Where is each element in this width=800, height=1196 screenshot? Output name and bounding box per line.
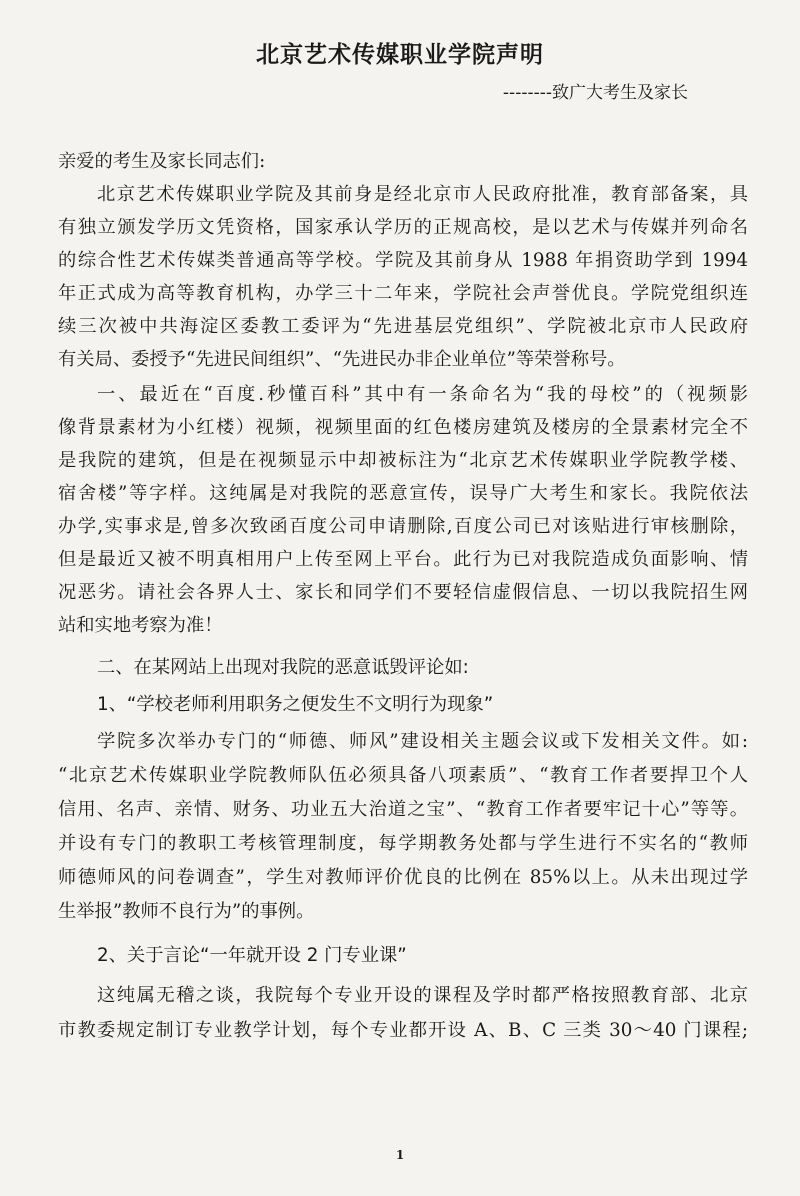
- body-line: 学院多次举办专门的“师德、师风”建设相关主题会议或下发相关文件。如:: [97, 731, 748, 752]
- subsection-heading: 2、关于言论“一年就开设 2 门专业课”: [97, 945, 407, 966]
- body-line: 续三次被中共海淀区委教工委评为“先进基层党组织”、学院被北京市人民政府: [58, 316, 748, 337]
- body-line: 并设有专门的教职工考核管理制度，每学期教务处都与学生进行不实名的“教师: [58, 833, 748, 854]
- body-line: 信用、名声、亲情、财务、功业五大治道之宝”、“教育工作者要牢记十心”等等。: [58, 799, 748, 820]
- body-line: 但是最近又被不明真相用户上传至网上平台。此行为已对我院造成负面影响、情: [58, 549, 748, 570]
- body-line: 况恶劣。请社会各界人士、家长和同学们不要轻信虚假信息、一切以我院招生网: [58, 582, 748, 603]
- document-subtitle: --------致广大考生及家长: [502, 83, 688, 103]
- body-line: 北京艺术传媒职业学院及其前身是经北京市人民政府批准，教育部备案，具: [97, 184, 748, 205]
- body-line: 一、最近在“百度.秒懂百科”其中有一条命名为“我的母校”的（视频影: [97, 384, 748, 405]
- body-line: 生举报”教师不良行为”的事例。: [58, 901, 315, 922]
- body-line: 的综合性艺术传媒类普通高等学校。学院及其前身从 1988 年捐资助学到 1994: [58, 250, 748, 271]
- body-line: 是我院的建筑，但是在视频显示中却被标注为“北京艺术传媒职业学院教学楼、: [58, 450, 748, 471]
- body-line: 站和实地考察为准！: [58, 615, 223, 636]
- body-line: 宿舍楼”等字样。这纯属是对我院的恶意宣传，误导广大考生和家长。我院依法: [58, 483, 748, 504]
- subsection-heading: 1、“学校老师利用职务之便发生不文明行为现象”: [97, 694, 494, 715]
- body-line: 市教委规定制订专业教学计划，每个专业都开设 A、B、C 三类 30～40 门课程;: [58, 1020, 748, 1041]
- section-heading: 二、在某网站上出现对我院的恶意诋毁评论如:: [97, 657, 469, 678]
- body-line: 办学,实事求是,曾多次致函百度公司申请删除,百度公司已对该贴进行审核删除，: [58, 516, 748, 537]
- body-line: “北京艺术传媒职业学院教师队伍必须具备八项素质”、“教育工作者要捍卫个人: [58, 765, 748, 786]
- body-line: 这纯属无稽之谈，我院每个专业开设的课程及学时都严格按照教育部、北京: [97, 985, 748, 1006]
- page-number: 1: [395, 1148, 405, 1162]
- body-line: 像背景素材为小红楼）视频，视频里面的红色楼房建筑及楼房的全景素材完全不: [58, 417, 748, 438]
- greeting-line: 亲爱的考生及家长同志们:: [58, 151, 266, 172]
- body-line: 年正式成为高等教育机构，办学三十二年来，学院社会声誉优良。学院党组织连: [58, 283, 748, 304]
- body-line: 有关局、委授予“先进民间组织”、“先进民办非企业单位”等荣誉称号。: [58, 349, 626, 370]
- body-line: 有独立颁发学历文凭资格，国家承认学历的正规高校，是以艺术与传媒并列命名: [58, 217, 748, 238]
- document-title: 北京艺术传媒职业学院声明: [256, 42, 544, 68]
- body-line: 师德师风的问卷调查”，学生对教师评价优良的比例在 85%以上。从未出现过学: [58, 867, 748, 888]
